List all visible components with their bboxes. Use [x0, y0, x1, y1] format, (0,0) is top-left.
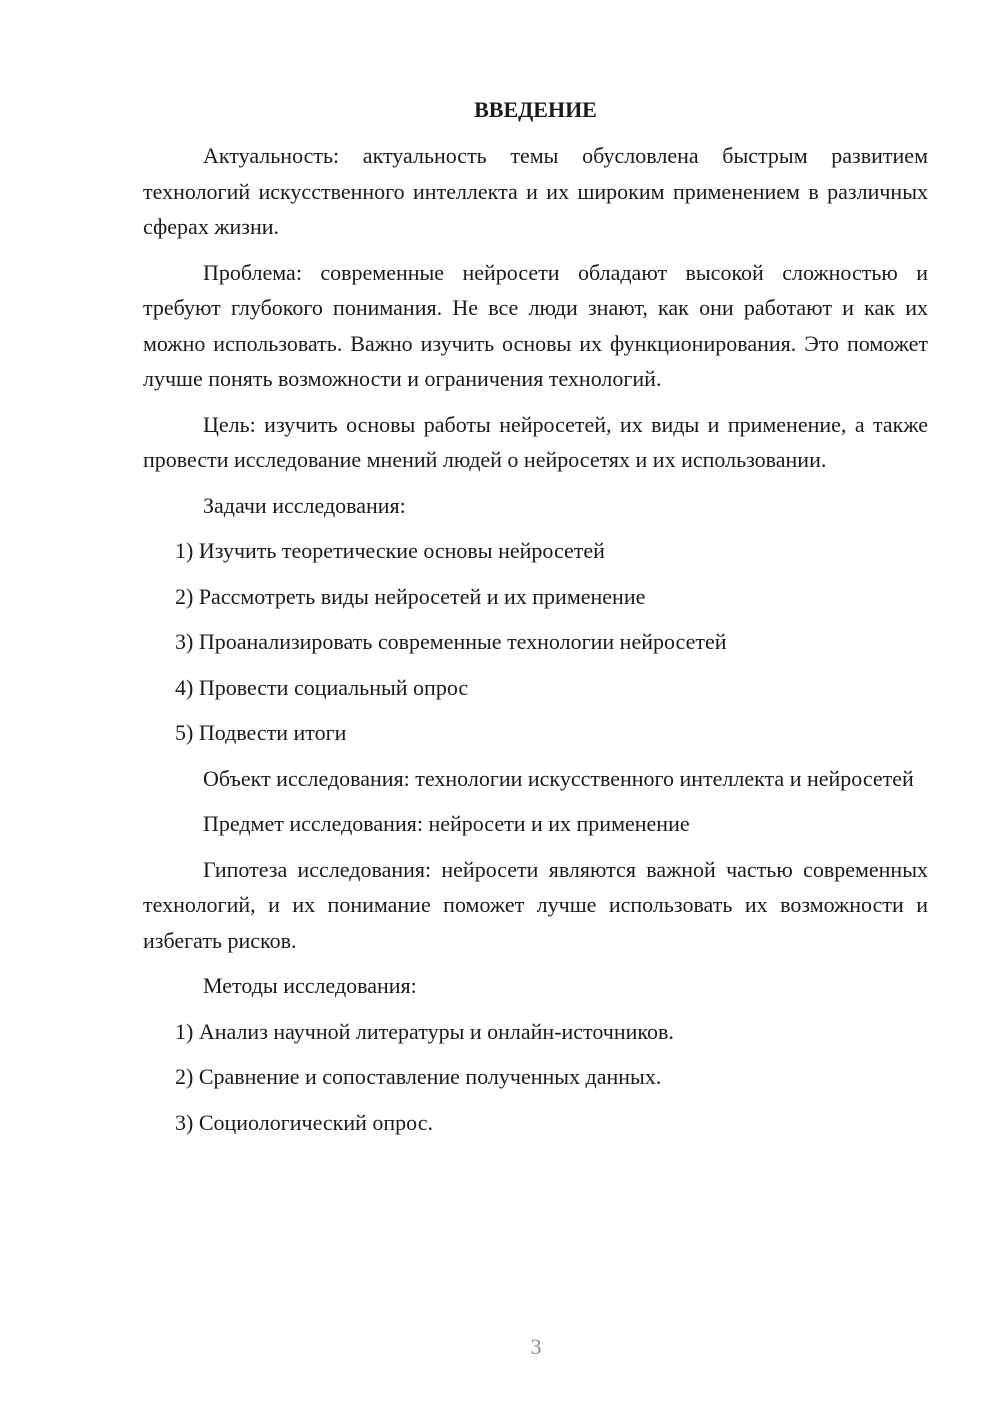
task-item: 1) Изучить теоретические основы нейросетей: [175, 538, 605, 563]
methods-list: [143, 1014, 928, 1141]
object-paragraph: Объект исследования: технологии искусственного интеллекта и нейросетей: [203, 765, 914, 791]
methods-heading: Методы исследования:: [203, 973, 417, 998]
task-item: 2) Рассмотреть виды нейросетей и их применение: [175, 583, 646, 609]
tasks-list: [143, 533, 928, 751]
relevance-paragraph: Актуальность: актуальность темы обусловлена быстрым развитием технологий искусственного интеллекта и их широким применением в различных сферах жизни.: [143, 143, 928, 239]
task-item: 4) Провести социальный опрос: [175, 674, 469, 700]
task-item: 3) Проанализировать современные технологии нейросетей: [175, 629, 727, 654]
page-number: 3: [530, 1334, 542, 1359]
method-item: 2) Сравнение и сопоставление полученных данных.: [175, 1064, 662, 1089]
problem-paragraph: Проблема: современные нейросети обладают высокой сложностью и требуют глубокого понимания. Не все люди знают, как они работают и как их можно использовать. Важно изучить основы их функционирования. Это поможет лучше понять возможности и ограничения технологий.: [143, 259, 928, 391]
method-item: 1) Анализ научной литературы и онлайн-источников.: [175, 1018, 674, 1044]
task-item: 5) Подвести итоги: [175, 720, 347, 745]
tasks-heading: Задачи исследования:: [203, 492, 406, 518]
goal-paragraph: Цель: изучить основы работы нейросетей, их виды и применение, а также провести исследование мнений людей о нейросетях и их использовании.: [143, 411, 928, 472]
page-content: [143, 92, 928, 1150]
section-title: ВВЕДЕНИЕ: [474, 97, 597, 122]
method-item: 3) Социологический опрос.: [175, 1109, 433, 1135]
hypothesis-paragraph: Гипотеза исследования: нейросети являются важной частью современных технологий, и их понимание поможет лучше использовать их возможности и избегать рисков.: [143, 856, 928, 953]
subject-paragraph: Предмет исследования: нейросети и их применение: [203, 811, 690, 836]
